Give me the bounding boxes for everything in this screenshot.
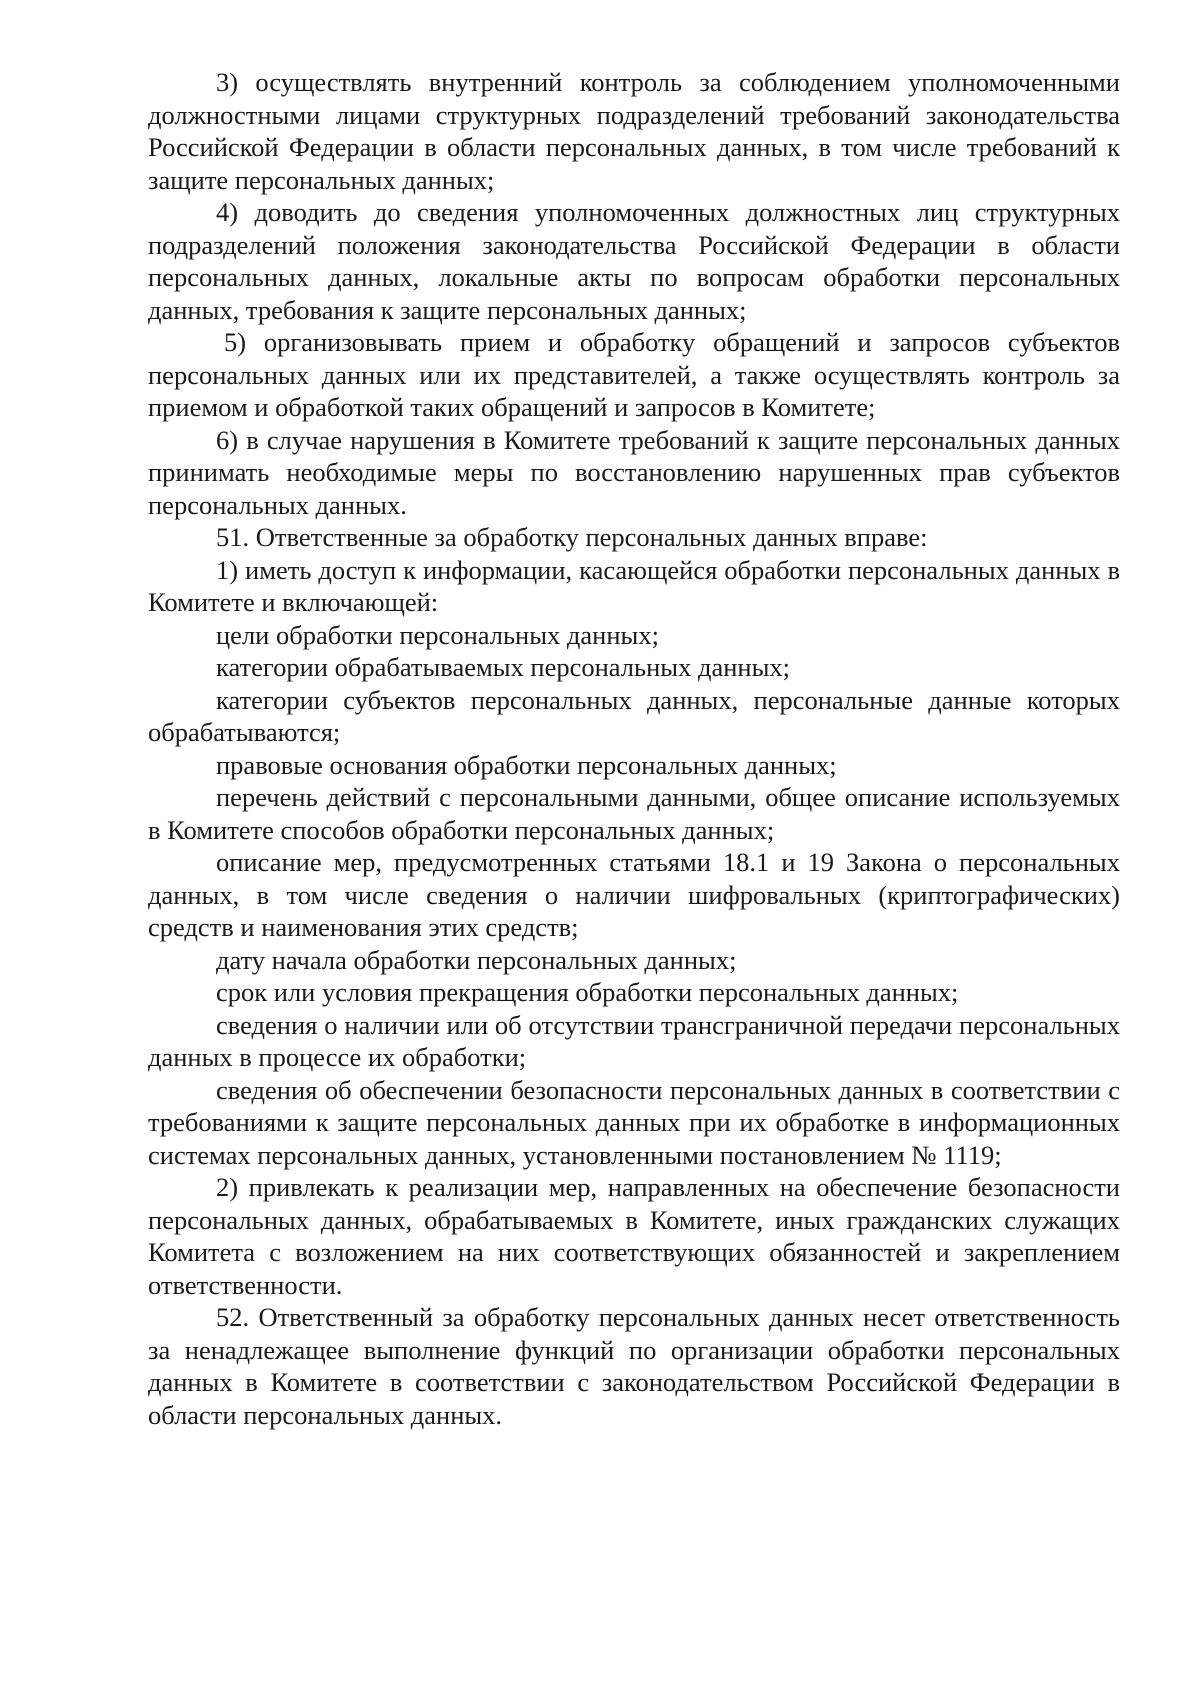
document-page <box>148 66 1120 1431</box>
list-item-termination: срок или условия прекращения обработки персональных данных; <box>216 977 959 1007</box>
list-item-cross-border: сведения о наличии или об отсутствии трансграничной передачи персональных данных в процессе их обработки; <box>148 1009 1120 1072</box>
list-item-actions: перечень действий с персональными данными, общее описание используемых в Комитете способов обработки персональных данных; <box>148 782 1120 845</box>
paragraph-item-5: 5) организовывать прием и обработку обращений и запросов субъектов персональных данных или их представителей, а также осуществлять контроль за приемом и обработкой таких обращений и запросов в Комитете; <box>148 327 1120 422</box>
paragraph-item-4: 4) доводить до сведения уполномоченных должностных лиц структурных подразделений положения законодательства Российской Федерации в области персональных данных, локальные акты по вопросам обработки персональных данных, требования к защите персональных данных; <box>148 197 1120 325</box>
list-item-purposes: цели обработки персональных данных; <box>216 619 659 650</box>
list-item-measures: описание мер, предусмотренных статьями 18.1 и 19 Закона о персональных данных, в том числе сведения о наличии шифровальных (криптографических) средств и наименования этих средств; <box>148 847 1120 942</box>
list-item-categories-data: категории обрабатываемых персональных данных; <box>216 652 790 682</box>
list-item-categories-subjects: категории субъектов персональных данных, персональные данные которых обрабатываются; <box>148 684 1120 747</box>
paragraph-item-3: 3) осуществлять внутренний контроль за соблюдением уполномоченными должностными лицами структурных подразделений требований законодательства Российской Федерации в области персональных данных, в том числе требований к защите персональных данных; <box>148 67 1120 195</box>
paragraph-clause-52: 52. Ответственный за обработку персональных данных несет ответственность за ненадлежащее выполнение функций по организации обработки персональных данных в Комитете в соответствии с законодательством Российской Федерации в области персональных данных. <box>148 1302 1120 1430</box>
paragraph-clause-51: 51. Ответственные за обработку персональных данных вправе: <box>216 522 928 552</box>
list-item-legal-grounds: правовые основания обработки персональных данных; <box>216 749 837 780</box>
paragraph-clause-51-item-2: 2) привлекать к реализации мер, направленных на обеспечение безопасности персональных данных, обрабатываемых в Комитете, иных гражданских служащих Комитета с возложением на них соответствующих обязанностей и закреплением ответственности. <box>148 1172 1120 1300</box>
list-item-security: сведения об обеспечении безопасности персональных данных в соответствии с требованиями к защите персональных данных при их обработке в информационных системах персональных данных, установленными постановлением № 1119; <box>148 1074 1120 1170</box>
paragraph-clause-51-item-1: 1) иметь доступ к информации, касающейся обработки персональных данных в Комитете и включающей: <box>148 554 1120 617</box>
list-item-start-date: дату начала обработки персональных данных; <box>216 944 737 975</box>
paragraph-item-6: 6) в случае нарушения в Комитете требований к защите персональных данных принимать необходимые меры по восстановлению нарушенных прав субъектов персональных данных. <box>148 424 1120 520</box>
